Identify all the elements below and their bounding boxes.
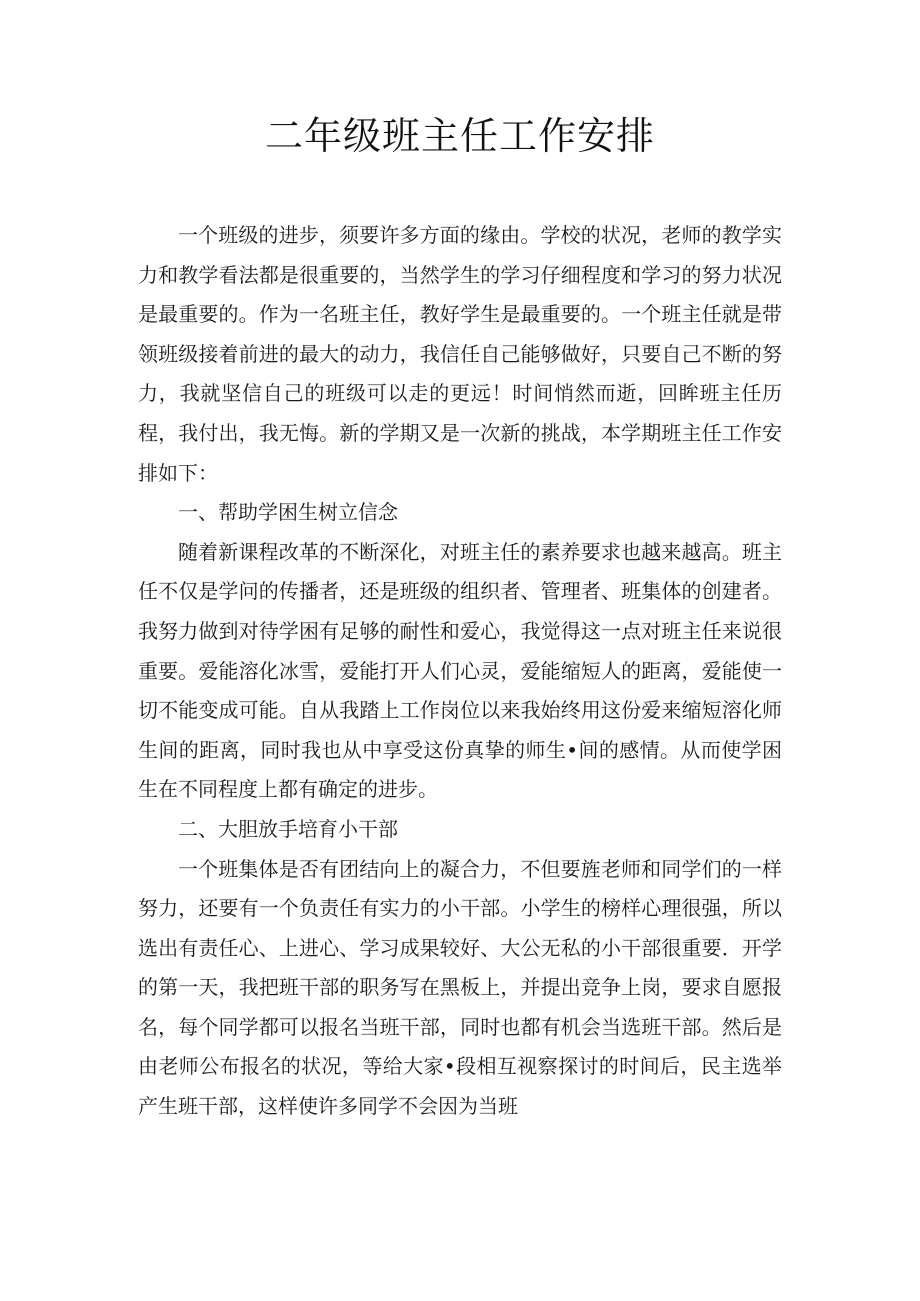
- section-1-paragraph: 随着新课程改革的不断深化，对班主任的素养要求也越来越高。班主任不仅是学问的传播者，还是班级的组织者、管理者、班集体的创建者。我努力做到对待学困有足够的耐性和爱心，我觉得这一点对班主任来说很重要。爱能溶化冰雪，爱能打开人们心灵，爱能缩短人的距离，爱能使一切不能变成可能。自从我踏上工作岗位以来我始终用这份爱来缩短溶化师生间的距离，同时我也从中享受这份真挚的师生•间的感情。从而使学困生在不同程度上都有确定的进步。: [138, 539, 782, 802]
- section-2-paragraph: 一个班集体是否有团结向上的凝合力，不但要旌老师和同学们的一样努力，还要有一个负责任有实力的小干部。小学生的榜样心理很强，所以选出有责任心、上进心、学习成果较好、大公无私的小干部很重要．开学的第一天，我把班干部的职务写在黑板上，并提出竞争上岗，要求自愿报名，每个同学都可以报名当班干部，同时也都有机会当选班干部。然后是由老师公布报名的状况，等给大家•段相互视察探讨的时间后，民主选举产生班干部，这样使许多同学不会因为当班: [138, 856, 782, 1119]
- document-body: [138, 216, 782, 1127]
- section-heading-1: 一、帮助学困生树立信念: [178, 500, 398, 525]
- section-heading-2: 二、大胆放手培育小干部: [178, 816, 398, 841]
- intro-paragraph: 一个班级的进步，须要许多方面的缘由。学校的状况，老师的教学实力和教学看法都是很重要的，当然学生的学习仔细程度和学习的努力状况是最重要的。作为一名班主任，教好学生是最重要的。一个班主任就是带领班级接着前进的最大的动力，我信任自己能够做好，只要自己不断的努力，我就坚信自己的班级可以走的更远！时间悄然而逝，回眸班主任历程，我付出，我无悔。新的学期又是一次新的挑战，本学期班主任工作安排如下：: [138, 223, 782, 485]
- document-title: 二年级班主任工作安排: [264, 114, 655, 158]
